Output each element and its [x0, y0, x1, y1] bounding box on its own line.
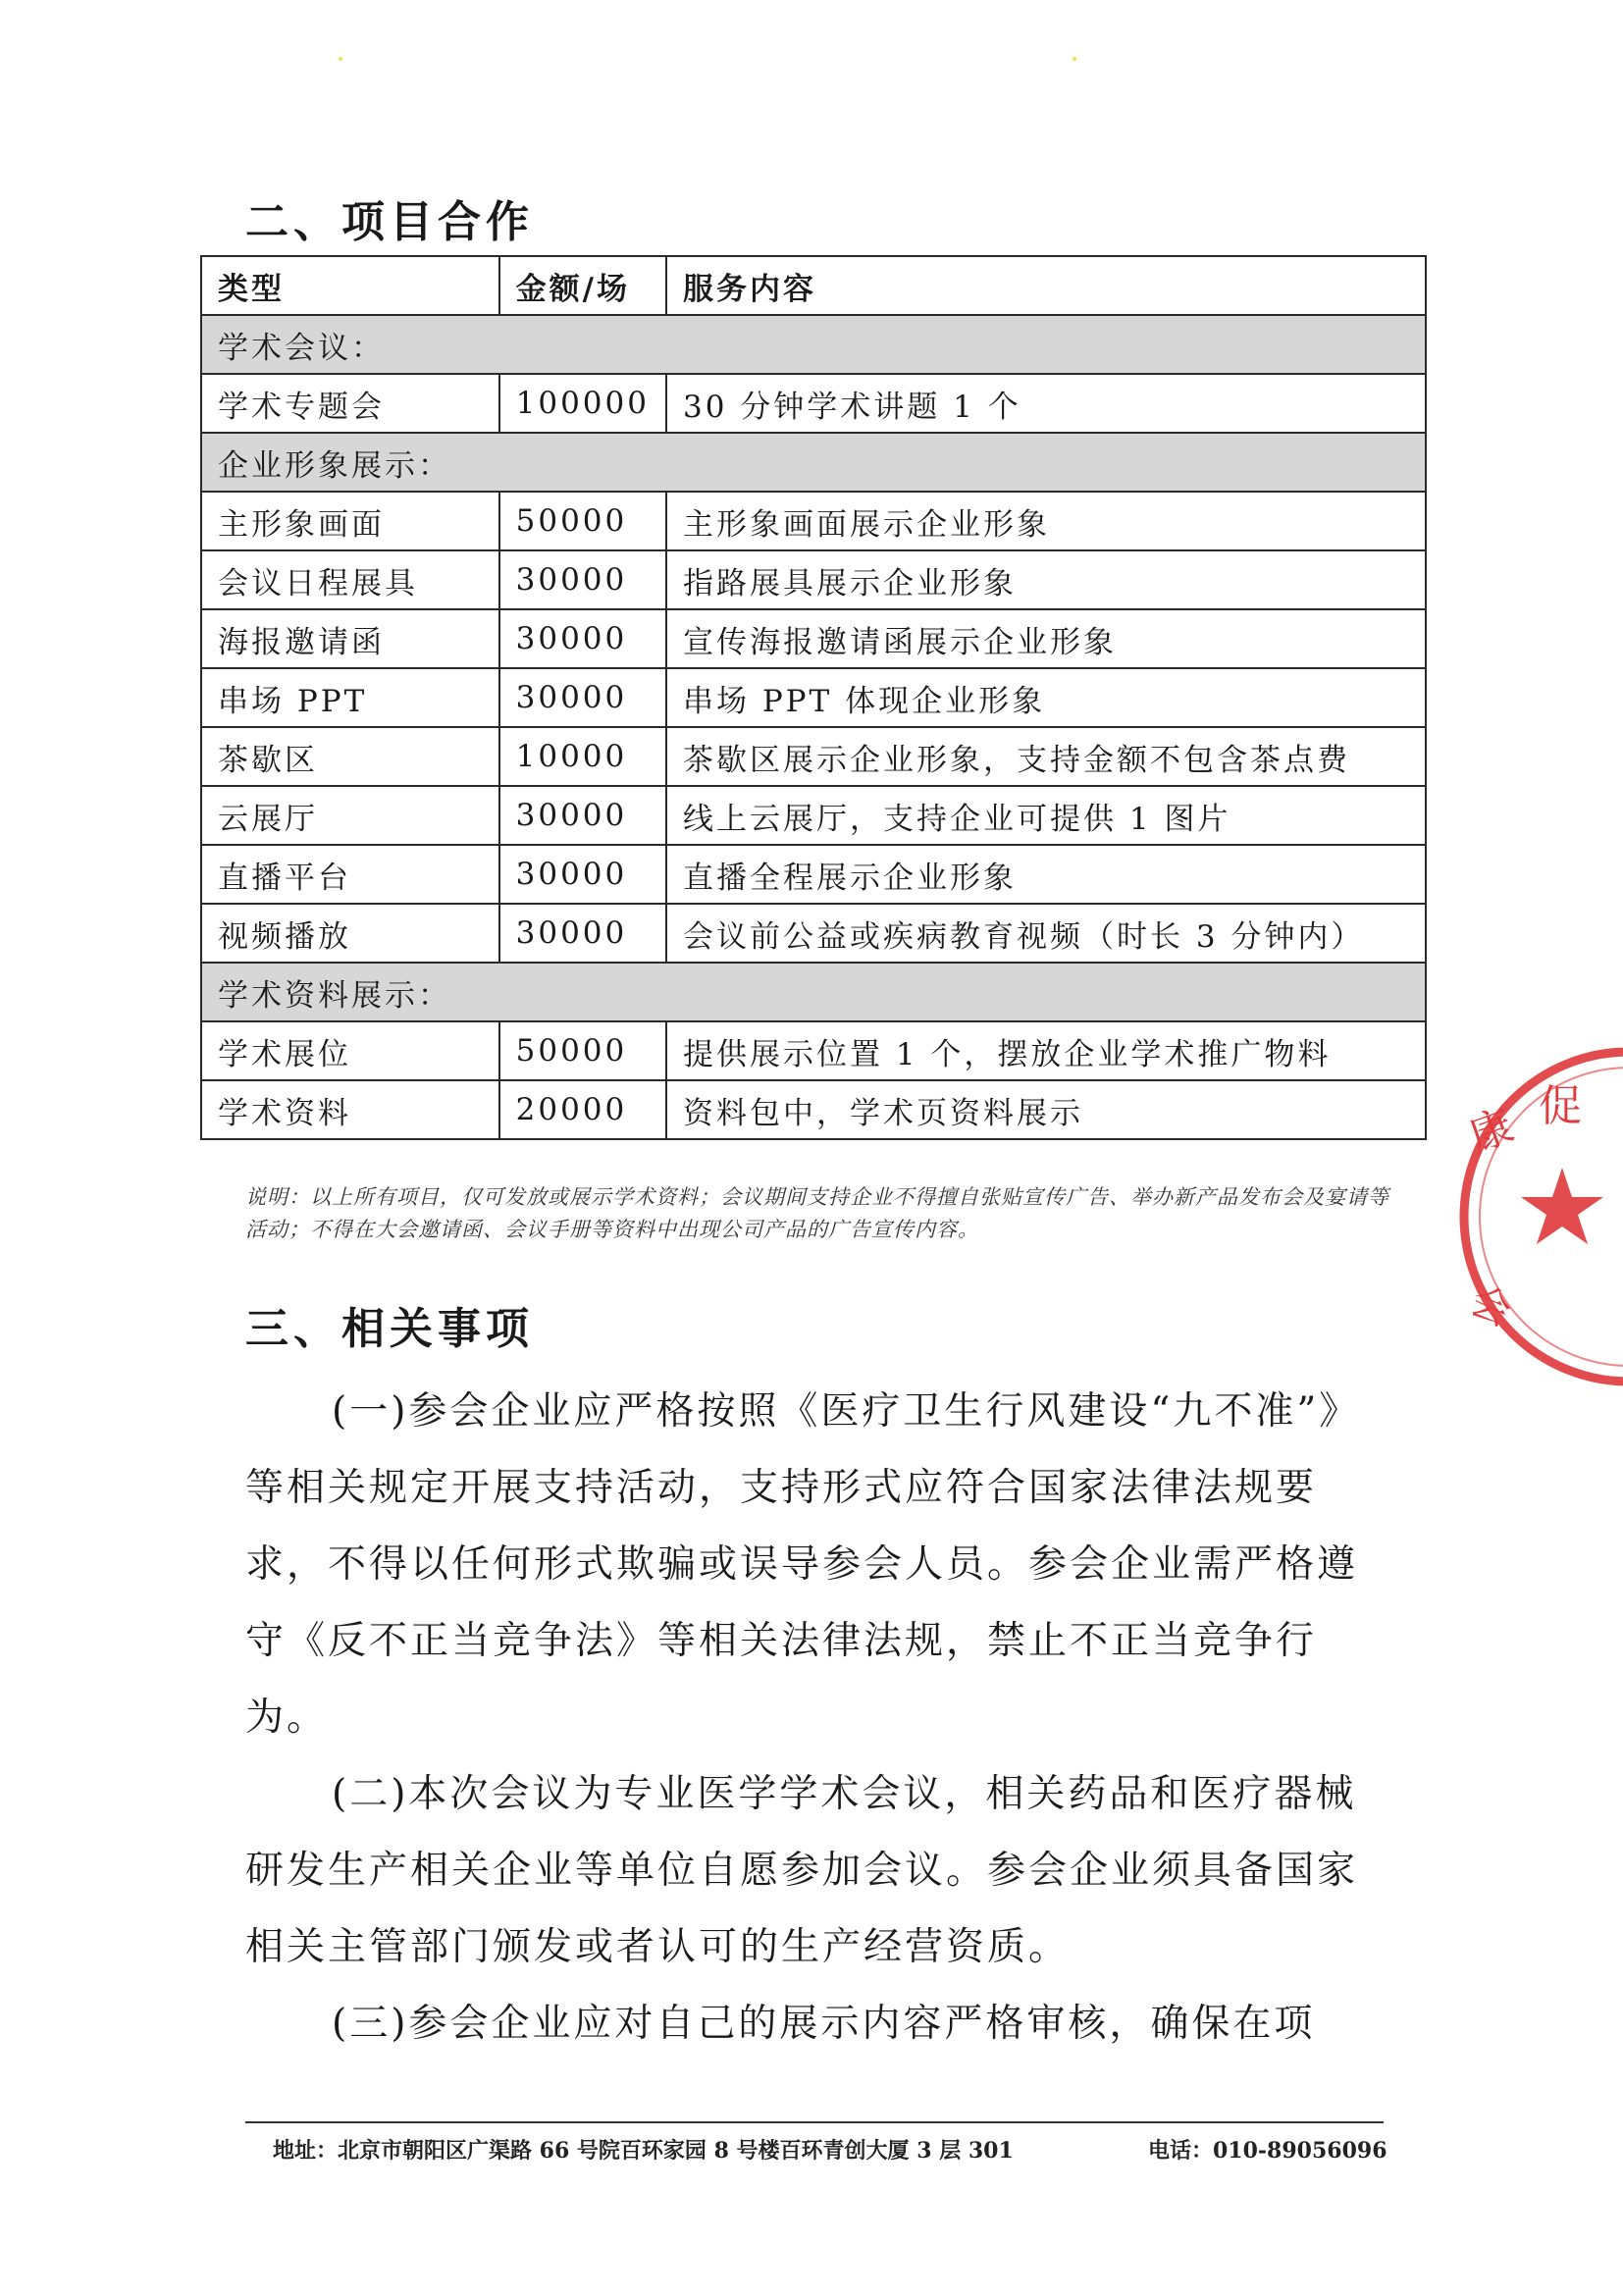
table-row [201, 786, 1426, 845]
footer-divider [245, 2121, 1384, 2123]
table-row [201, 845, 1426, 904]
section-title-matters: 三、相关事项 [245, 1304, 534, 1354]
cell-service: 串场 PPT 体现企业形象 [666, 668, 1426, 727]
cell-service: 会议前公益或疾病教育视频（时长 3 分钟内） [666, 904, 1426, 963]
group-row-academic-materials [201, 963, 1426, 1021]
cell-service: 提供展示位置 1 个，摆放企业学术推广物料 [666, 1021, 1426, 1080]
cell-amount: 20000 [499, 1080, 666, 1139]
cell-amount: 30000 [499, 845, 666, 904]
cell-type: 学术展位 [201, 1021, 499, 1080]
cell-service: 茶歇区展示企业形象，支持金额不包含茶点费 [666, 727, 1426, 786]
cell-amount: 30000 [499, 904, 666, 963]
price-table [200, 255, 1427, 1140]
group-label: 学术资料展示： [201, 963, 1426, 1021]
table-note: 说明：以上所有项目，仅可发放或展示学术资料；会议期间支持企业不得擅自张贴宣传广告、举办新产品发布会及宴请等活动；不得在大会邀请函、会议手册等资料中出现公司产品的广告宣传内容。 [245, 1185, 1389, 1241]
cell-amount: 30000 [499, 609, 666, 668]
table-row [201, 668, 1426, 727]
table-row [201, 1080, 1426, 1139]
cell-service: 宣传海报邀请函展示企业形象 [666, 609, 1426, 668]
group-label: 学术会议： [201, 315, 1426, 374]
cell-service: 资料包中，学术页资料展示 [666, 1080, 1426, 1139]
seal-char: 康 [1462, 1100, 1521, 1163]
red-seal-stamp [1452, 1040, 1623, 1393]
cell-amount: 10000 [499, 727, 666, 786]
scan-speck [1073, 57, 1076, 61]
cell-amount: 100000 [499, 374, 666, 433]
seal-char: 促 [1539, 1081, 1582, 1131]
table-row [201, 727, 1426, 786]
table-row [201, 374, 1426, 433]
table-row [201, 1021, 1426, 1080]
table-row [201, 609, 1426, 668]
cell-type: 茶歇区 [201, 727, 499, 786]
group-row-academic-meeting [201, 315, 1426, 374]
cell-type: 会议日程展具 [201, 550, 499, 609]
cell-service: 线上云展厅，支持企业可提供 1 图片 [666, 786, 1426, 845]
cell-type: 主形象画面 [201, 492, 499, 550]
cell-type: 学术资料 [201, 1080, 499, 1139]
table-header-row [201, 256, 1426, 315]
cell-type: 海报邀请函 [201, 609, 499, 668]
cell-service: 指路展具展示企业形象 [666, 550, 1426, 609]
cell-service: 直播全程展示企业形象 [666, 845, 1426, 904]
cell-amount: 50000 [499, 1021, 666, 1080]
cell-type: 视频播放 [201, 904, 499, 963]
seal-char: 会 [1463, 1278, 1519, 1336]
header-amount: 金额/场 [499, 256, 666, 315]
footer-address: 地址：北京市朝阳区广渠路 66 号院百环家园 8 号楼百环青创大厦 3 层 301 [273, 2138, 1014, 2164]
cell-amount: 30000 [499, 550, 666, 609]
header-type: 类型 [201, 256, 499, 315]
table-row [201, 492, 1426, 550]
paragraph-2: (二)本次会议为专业医学学术会议，相关药品和医疗器械研发生产相关企业等单位自愿参加会议。参会企业须具备国家相关主管部门颁发或者认可的生产经营资质。 [245, 1772, 1359, 1969]
cell-amount: 50000 [499, 492, 666, 550]
header-service: 服务内容 [666, 256, 1426, 315]
cell-service: 主形象画面展示企业形象 [666, 492, 1426, 550]
table-row [201, 904, 1426, 963]
scan-speck [339, 57, 342, 61]
cell-type: 直播平台 [201, 845, 499, 904]
cell-type: 串场 PPT [201, 668, 499, 727]
section-title-project: 二、项目合作 [245, 197, 534, 247]
group-row-corporate-image [201, 433, 1426, 492]
cell-type: 学术专题会 [201, 374, 499, 433]
paragraph-1: (一)参会企业应严格按照《医疗卫生行风建设“九不准”》等相关规定开展支持活动，支持形式应符合国家法律法规要求，不得以任何形式欺骗或误导参会人员。参会企业需严格遵守《反不正当竞争法》等相关法律法规，禁止不正当竞争行为。 [245, 1389, 1361, 1740]
cell-type: 云展厅 [201, 786, 499, 845]
table-row [201, 550, 1426, 609]
paragraph-3: (三)参会企业应对自己的展示内容严格审核，确保在项 [332, 2002, 1316, 2046]
cell-amount: 30000 [499, 668, 666, 727]
cell-amount: 30000 [499, 786, 666, 845]
footer-phone: 电话：010-89056096 [1148, 2138, 1387, 2164]
cell-service: 30 分钟学术讲题 1 个 [666, 374, 1426, 433]
group-label: 企业形象展示： [201, 433, 1426, 492]
